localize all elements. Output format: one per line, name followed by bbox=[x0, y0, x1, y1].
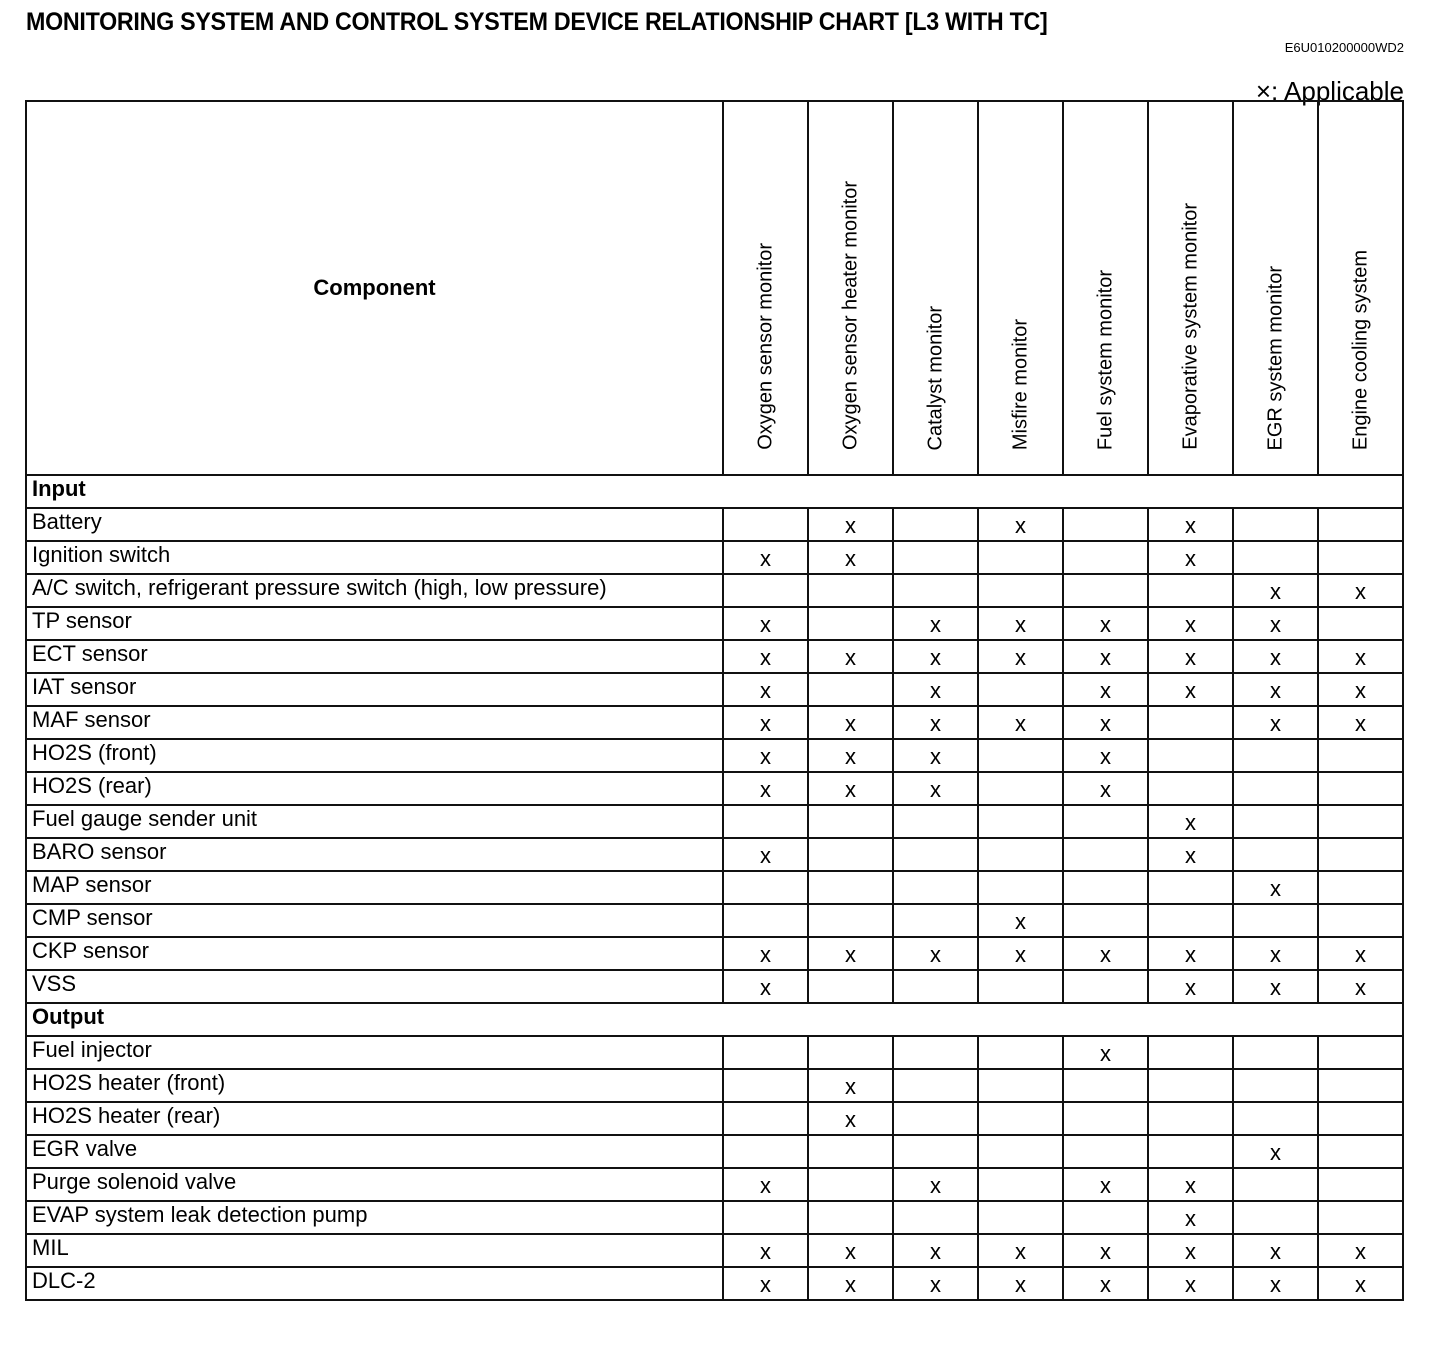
empty-cell bbox=[1063, 904, 1148, 937]
empty-cell bbox=[1318, 1168, 1403, 1201]
applicable-mark: x bbox=[1233, 1234, 1318, 1267]
table-row bbox=[26, 541, 1403, 574]
applicable-mark: x bbox=[723, 607, 808, 640]
applicable-mark: x bbox=[1318, 1234, 1403, 1267]
empty-cell bbox=[893, 871, 978, 904]
column-header bbox=[723, 101, 808, 475]
column-header bbox=[1233, 101, 1318, 475]
table-row bbox=[26, 673, 1403, 706]
empty-cell bbox=[1233, 838, 1318, 871]
applicable-mark: x bbox=[1148, 1267, 1233, 1300]
column-header bbox=[1063, 101, 1148, 475]
component-name: TP sensor bbox=[26, 607, 723, 640]
empty-cell bbox=[723, 904, 808, 937]
empty-cell bbox=[978, 1201, 1063, 1234]
applicable-mark: x bbox=[978, 1267, 1063, 1300]
applicable-mark: x bbox=[893, 739, 978, 772]
applicable-mark: x bbox=[1233, 1135, 1318, 1168]
empty-cell bbox=[1063, 1102, 1148, 1135]
empty-cell bbox=[1148, 904, 1233, 937]
document-code: E6U010200000WD2 bbox=[1284, 40, 1404, 55]
applicable-mark: x bbox=[723, 541, 808, 574]
applicable-mark: x bbox=[808, 640, 893, 673]
applicable-mark: x bbox=[1233, 871, 1318, 904]
table-row bbox=[26, 1234, 1403, 1267]
empty-cell bbox=[808, 1036, 893, 1069]
empty-cell bbox=[1318, 805, 1403, 838]
empty-cell bbox=[1148, 1135, 1233, 1168]
page-title: MONITORING SYSTEM AND CONTROL SYSTEM DEVICE RELATIONSHIP CHART [L3 WITH TC] bbox=[26, 8, 1048, 36]
empty-cell bbox=[978, 1102, 1063, 1135]
applicable-mark: x bbox=[1063, 1267, 1148, 1300]
table-row bbox=[26, 607, 1403, 640]
empty-cell bbox=[893, 508, 978, 541]
applicable-mark: x bbox=[808, 508, 893, 541]
component-name: A/C switch, refrigerant pressure switch (high, low pressure) bbox=[26, 574, 723, 607]
empty-cell bbox=[1148, 706, 1233, 739]
component-name: HO2S (rear) bbox=[26, 772, 723, 805]
empty-cell bbox=[1063, 805, 1148, 838]
section-row bbox=[26, 1003, 1403, 1036]
applicable-mark: x bbox=[723, 640, 808, 673]
empty-cell bbox=[1318, 1201, 1403, 1234]
empty-cell bbox=[1233, 541, 1318, 574]
empty-cell bbox=[978, 871, 1063, 904]
applicable-mark: x bbox=[893, 1267, 978, 1300]
applicable-mark: x bbox=[1148, 673, 1233, 706]
applicable-mark: x bbox=[1148, 1168, 1233, 1201]
applicable-mark: x bbox=[893, 706, 978, 739]
applicable-mark: x bbox=[1148, 1234, 1233, 1267]
empty-cell bbox=[1233, 1069, 1318, 1102]
empty-cell bbox=[978, 970, 1063, 1003]
applicable-mark: x bbox=[1063, 772, 1148, 805]
applicable-mark: x bbox=[723, 772, 808, 805]
column-header-label: Oxygen sensor heater monitor bbox=[839, 180, 861, 450]
table-header-row bbox=[26, 101, 1403, 475]
column-header bbox=[1318, 101, 1403, 475]
empty-cell bbox=[1148, 1069, 1233, 1102]
applicable-mark: x bbox=[723, 1267, 808, 1300]
empty-cell bbox=[723, 1102, 808, 1135]
applicable-mark: x bbox=[893, 640, 978, 673]
empty-cell bbox=[978, 1168, 1063, 1201]
applicable-mark: x bbox=[1063, 640, 1148, 673]
empty-cell bbox=[1148, 772, 1233, 805]
table-row bbox=[26, 1267, 1403, 1300]
empty-cell bbox=[1318, 607, 1403, 640]
applicable-mark: x bbox=[1063, 1036, 1148, 1069]
empty-cell bbox=[978, 574, 1063, 607]
table-row bbox=[26, 1102, 1403, 1135]
table-row bbox=[26, 1135, 1403, 1168]
applicable-mark: x bbox=[808, 772, 893, 805]
empty-cell bbox=[893, 1102, 978, 1135]
component-name: MAF sensor bbox=[26, 706, 723, 739]
applicable-mark: x bbox=[808, 1069, 893, 1102]
component-name: CKP sensor bbox=[26, 937, 723, 970]
applicable-mark: x bbox=[808, 739, 893, 772]
applicable-mark: x bbox=[893, 937, 978, 970]
section-row bbox=[26, 475, 1403, 508]
component-name: MAP sensor bbox=[26, 871, 723, 904]
empty-cell bbox=[1318, 1069, 1403, 1102]
applicable-mark: x bbox=[893, 1234, 978, 1267]
table-row bbox=[26, 904, 1403, 937]
applicable-mark: x bbox=[978, 937, 1063, 970]
applicable-mark: x bbox=[1233, 607, 1318, 640]
empty-cell bbox=[1318, 1036, 1403, 1069]
empty-cell bbox=[978, 541, 1063, 574]
empty-cell bbox=[808, 838, 893, 871]
component-name: MIL bbox=[26, 1234, 723, 1267]
applicable-mark: x bbox=[1318, 706, 1403, 739]
column-header bbox=[1148, 101, 1233, 475]
applicable-mark: x bbox=[1148, 805, 1233, 838]
applicable-mark: x bbox=[978, 508, 1063, 541]
empty-cell bbox=[723, 871, 808, 904]
empty-cell bbox=[808, 1135, 893, 1168]
column-header bbox=[978, 101, 1063, 475]
component-name: EVAP system leak detection pump bbox=[26, 1201, 723, 1234]
component-name: Purge solenoid valve bbox=[26, 1168, 723, 1201]
empty-cell bbox=[1233, 1201, 1318, 1234]
empty-cell bbox=[808, 1168, 893, 1201]
table-row bbox=[26, 1036, 1403, 1069]
empty-cell bbox=[808, 970, 893, 1003]
empty-cell bbox=[723, 574, 808, 607]
column-header-label: Catalyst monitor bbox=[924, 305, 946, 450]
component-name: HO2S heater (front) bbox=[26, 1069, 723, 1102]
applicable-mark: x bbox=[1233, 970, 1318, 1003]
empty-cell bbox=[723, 805, 808, 838]
applicable-mark: x bbox=[893, 772, 978, 805]
empty-cell bbox=[808, 574, 893, 607]
column-header-label: EGR system monitor bbox=[1264, 265, 1286, 450]
applicable-mark: x bbox=[1148, 541, 1233, 574]
applicable-mark: x bbox=[1063, 1168, 1148, 1201]
applicable-mark: x bbox=[893, 1168, 978, 1201]
empty-cell bbox=[893, 574, 978, 607]
component-name: EGR valve bbox=[26, 1135, 723, 1168]
component-name: Ignition switch bbox=[26, 541, 723, 574]
empty-cell bbox=[1233, 739, 1318, 772]
section-label: Output bbox=[26, 1003, 1403, 1036]
empty-cell bbox=[1063, 541, 1148, 574]
applicable-mark: x bbox=[1318, 640, 1403, 673]
legend: ×: Applicable bbox=[1255, 76, 1404, 106]
table-row bbox=[26, 970, 1403, 1003]
section-label: Input bbox=[26, 475, 1403, 508]
empty-cell bbox=[978, 1036, 1063, 1069]
empty-cell bbox=[808, 904, 893, 937]
empty-cell bbox=[1318, 1102, 1403, 1135]
applicable-mark: x bbox=[1233, 937, 1318, 970]
column-header-label: Fuel system monitor bbox=[1094, 269, 1116, 450]
empty-cell bbox=[808, 805, 893, 838]
table-row bbox=[26, 772, 1403, 805]
empty-cell bbox=[1148, 871, 1233, 904]
applicable-mark: x bbox=[1233, 1267, 1318, 1300]
applicable-mark: x bbox=[1148, 937, 1233, 970]
table-row bbox=[26, 1168, 1403, 1201]
applicable-mark: x bbox=[1063, 607, 1148, 640]
empty-cell bbox=[893, 805, 978, 838]
component-name: Battery bbox=[26, 508, 723, 541]
empty-cell bbox=[1063, 1135, 1148, 1168]
component-name: ECT sensor bbox=[26, 640, 723, 673]
applicable-mark: x bbox=[1233, 640, 1318, 673]
column-header-label: Evaporative system monitor bbox=[1179, 203, 1201, 450]
empty-cell bbox=[1233, 1102, 1318, 1135]
empty-cell bbox=[1063, 574, 1148, 607]
empty-cell bbox=[1233, 772, 1318, 805]
applicable-mark: x bbox=[723, 937, 808, 970]
empty-cell bbox=[1063, 1201, 1148, 1234]
component-name: HO2S heater (rear) bbox=[26, 1102, 723, 1135]
table-row bbox=[26, 706, 1403, 739]
applicable-mark: x bbox=[1063, 1234, 1148, 1267]
empty-cell bbox=[893, 1201, 978, 1234]
table-row bbox=[26, 739, 1403, 772]
applicable-mark: x bbox=[1063, 706, 1148, 739]
applicable-mark: x bbox=[723, 970, 808, 1003]
applicable-mark: x bbox=[1063, 937, 1148, 970]
empty-cell bbox=[893, 1036, 978, 1069]
applicable-mark: x bbox=[723, 1168, 808, 1201]
empty-cell bbox=[723, 1069, 808, 1102]
component-name: HO2S (front) bbox=[26, 739, 723, 772]
empty-cell bbox=[978, 838, 1063, 871]
empty-cell bbox=[723, 508, 808, 541]
empty-cell bbox=[1233, 805, 1318, 838]
applicable-mark: x bbox=[893, 673, 978, 706]
applicable-mark: x bbox=[978, 904, 1063, 937]
applicable-mark: x bbox=[978, 640, 1063, 673]
component-name: Fuel gauge sender unit bbox=[26, 805, 723, 838]
empty-cell bbox=[1063, 970, 1148, 1003]
empty-cell bbox=[1148, 1036, 1233, 1069]
applicable-mark: x bbox=[1318, 1267, 1403, 1300]
empty-cell bbox=[1233, 1168, 1318, 1201]
empty-cell bbox=[723, 1201, 808, 1234]
component-name: CMP sensor bbox=[26, 904, 723, 937]
empty-cell bbox=[1148, 574, 1233, 607]
empty-cell bbox=[978, 805, 1063, 838]
empty-cell bbox=[893, 838, 978, 871]
empty-cell bbox=[893, 970, 978, 1003]
applicable-mark: x bbox=[808, 541, 893, 574]
empty-cell bbox=[1318, 904, 1403, 937]
applicable-mark: x bbox=[808, 1234, 893, 1267]
empty-cell bbox=[1318, 541, 1403, 574]
table-row bbox=[26, 871, 1403, 904]
table-row bbox=[26, 508, 1403, 541]
empty-cell bbox=[1063, 838, 1148, 871]
empty-cell bbox=[723, 1036, 808, 1069]
applicable-mark: x bbox=[1233, 673, 1318, 706]
empty-cell bbox=[978, 1069, 1063, 1102]
empty-cell bbox=[893, 1135, 978, 1168]
applicable-mark: x bbox=[978, 607, 1063, 640]
applicable-mark: x bbox=[1148, 607, 1233, 640]
empty-cell bbox=[978, 739, 1063, 772]
component-header: Component bbox=[26, 101, 723, 475]
empty-cell bbox=[1063, 1069, 1148, 1102]
empty-cell bbox=[808, 673, 893, 706]
column-header-label: Oxygen sensor monitor bbox=[754, 243, 776, 450]
column-header bbox=[808, 101, 893, 475]
empty-cell bbox=[1233, 904, 1318, 937]
empty-cell bbox=[893, 541, 978, 574]
applicable-mark: x bbox=[808, 1102, 893, 1135]
empty-cell bbox=[893, 1069, 978, 1102]
column-header-label: Misfire monitor bbox=[1009, 318, 1031, 450]
empty-cell bbox=[1063, 508, 1148, 541]
empty-cell bbox=[1148, 739, 1233, 772]
applicable-mark: x bbox=[1318, 970, 1403, 1003]
component-name: IAT sensor bbox=[26, 673, 723, 706]
empty-cell bbox=[723, 1135, 808, 1168]
applicable-mark: x bbox=[893, 607, 978, 640]
empty-cell bbox=[1063, 871, 1148, 904]
empty-cell bbox=[1318, 508, 1403, 541]
applicable-mark: x bbox=[723, 838, 808, 871]
table-row bbox=[26, 805, 1403, 838]
applicable-mark: x bbox=[1148, 970, 1233, 1003]
relationship-table bbox=[25, 100, 1404, 1301]
column-header-label: Engine cooling system bbox=[1349, 249, 1371, 450]
applicable-mark: x bbox=[1063, 673, 1148, 706]
applicable-mark: x bbox=[1318, 574, 1403, 607]
empty-cell bbox=[1318, 871, 1403, 904]
empty-cell bbox=[1148, 1102, 1233, 1135]
table-row bbox=[26, 937, 1403, 970]
empty-cell bbox=[808, 607, 893, 640]
applicable-mark: x bbox=[723, 739, 808, 772]
applicable-mark: x bbox=[1233, 574, 1318, 607]
table-row bbox=[26, 838, 1403, 871]
applicable-mark: x bbox=[978, 706, 1063, 739]
applicable-mark: x bbox=[1148, 640, 1233, 673]
applicable-mark: x bbox=[723, 673, 808, 706]
empty-cell bbox=[808, 1201, 893, 1234]
empty-cell bbox=[808, 871, 893, 904]
empty-cell bbox=[1318, 739, 1403, 772]
applicable-mark: x bbox=[808, 937, 893, 970]
empty-cell bbox=[1233, 1036, 1318, 1069]
applicable-mark: x bbox=[1148, 838, 1233, 871]
component-name: VSS bbox=[26, 970, 723, 1003]
applicable-mark: x bbox=[808, 1267, 893, 1300]
empty-cell bbox=[978, 772, 1063, 805]
empty-cell bbox=[1318, 838, 1403, 871]
empty-cell bbox=[1318, 1135, 1403, 1168]
component-name: Fuel injector bbox=[26, 1036, 723, 1069]
table-row bbox=[26, 1201, 1403, 1234]
empty-cell bbox=[978, 673, 1063, 706]
applicable-mark: x bbox=[1148, 508, 1233, 541]
applicable-mark: x bbox=[1063, 739, 1148, 772]
applicable-mark: x bbox=[1318, 937, 1403, 970]
table-row bbox=[26, 1069, 1403, 1102]
empty-cell bbox=[1318, 772, 1403, 805]
applicable-mark: x bbox=[723, 1234, 808, 1267]
table-row bbox=[26, 640, 1403, 673]
table-row bbox=[26, 574, 1403, 607]
applicable-mark: x bbox=[1148, 1201, 1233, 1234]
component-name: DLC-2 bbox=[26, 1267, 723, 1300]
empty-cell bbox=[893, 904, 978, 937]
empty-cell bbox=[1233, 508, 1318, 541]
applicable-mark: x bbox=[808, 706, 893, 739]
applicable-mark: x bbox=[1233, 706, 1318, 739]
applicable-mark: x bbox=[723, 706, 808, 739]
applicable-mark: x bbox=[978, 1234, 1063, 1267]
applicable-mark: x bbox=[1318, 673, 1403, 706]
empty-cell bbox=[978, 1135, 1063, 1168]
component-name: BARO sensor bbox=[26, 838, 723, 871]
column-header bbox=[893, 101, 978, 475]
